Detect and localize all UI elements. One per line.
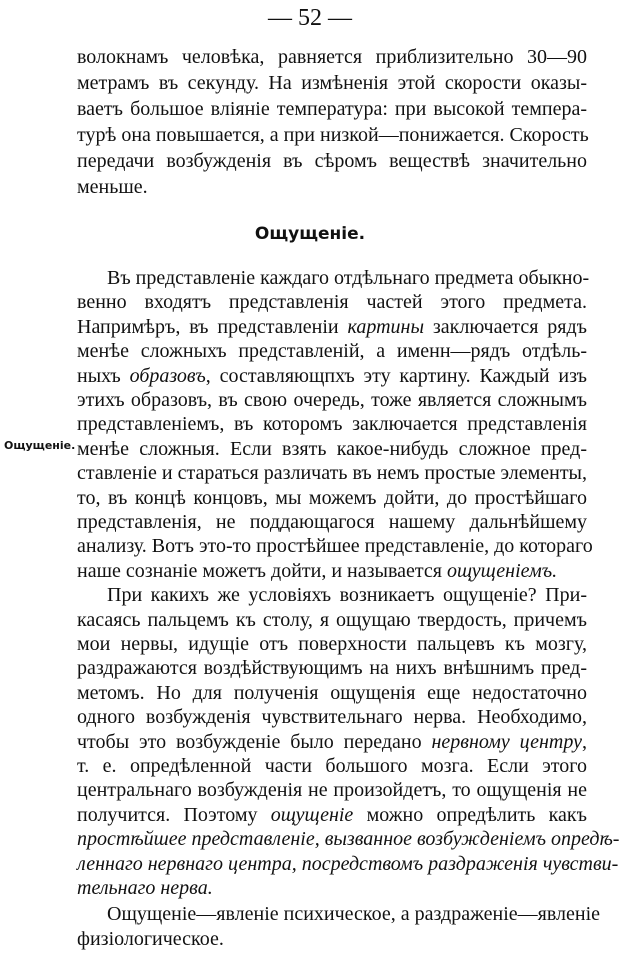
text-line: наше сознаніе можетъ дойти, и называется ощущеніемъ. xyxy=(77,559,558,582)
text-line: метомъ. Но для полученія ощущенія еще недостаточно xyxy=(77,681,587,704)
emphasis: образовъ xyxy=(129,364,206,387)
text-line: получится. Поэтому ощущеніе можно опредѣлить какъ xyxy=(77,803,587,826)
text-line: мои нервы, идущіе отъ поверхности пальцевъ къ мозгу, xyxy=(77,633,587,655)
text-line: меньше. xyxy=(77,176,148,198)
text-line: представленіемъ, въ которомъ заключается представленія xyxy=(77,413,587,436)
text-line: ставленіе и стараться различать въ немъ простые элементы, xyxy=(77,462,587,485)
text-line: тельнаго нерва. xyxy=(77,877,213,899)
text-line: При какихъ же условіяхъ возникаетъ ощущеніе? При- xyxy=(107,584,587,607)
text-line: менѣе сложныхъ представленій, а именн—рядъ отдѣль- xyxy=(77,340,587,363)
text-line: менѣе сложныя. Если взять какое-нибудь сложное пред- xyxy=(77,437,587,460)
text-line: передачи возбужденія въ сѣромъ веществѣ значительно xyxy=(77,150,587,172)
text-line: ныхъ образовъ, составляющпхъ эту картину. Каждый изъ xyxy=(77,364,587,387)
text-line: раздражаются воздѣйствующимъ на нихъ внѣшнимъ пред- xyxy=(77,657,587,680)
text-line: турѣ она повышается, а при низкой—понижается. Скорость xyxy=(77,124,589,146)
text-line: простѣйшее представленіе, вызванное возбужденіемъ опредѣ- xyxy=(77,828,620,851)
text-line: представленія, не поддающагося нашему дальнѣйшему xyxy=(77,511,587,533)
text-line: центральнаго возбужденія не произойдетъ, то ощущенія не xyxy=(77,779,587,802)
text-line: леннаго нервнаго центра, посредствомъ раздраженія чувстви- xyxy=(77,852,619,875)
page-number: — 52 — xyxy=(268,5,352,31)
text-line: метрамъ въ секунду. На измѣненія этой скорости оказы- xyxy=(77,72,587,94)
text-line: венно входятъ представленія частей этого предмета. xyxy=(77,291,587,314)
text-line: этихъ образовъ, въ свою очередь, тоже является сложнымъ xyxy=(77,389,587,411)
emphasis: ощущеніемъ. xyxy=(446,559,558,582)
text-line: Ощущеніе—явленіе психическое, а раздраженіе—явленіе xyxy=(107,903,601,926)
margin-note: Ощущеніе. xyxy=(4,439,76,452)
text-line: ваетъ большое вліяніе температура: при высокой темпера- xyxy=(77,98,587,120)
emphasis: нервному центру xyxy=(431,730,582,753)
text-line: то, въ концѣ концовъ, мы можемъ дойти, до простѣйшаго xyxy=(77,486,587,509)
emphasis: картины xyxy=(347,315,424,338)
text-line: касаясь пальцемъ къ столу, я ощущаю твердость, причемъ xyxy=(77,608,587,631)
text-line: чтобы это возбужденіе было передано нервному центру, xyxy=(77,730,587,753)
text-line: Напримѣръ, въ представленіи картины заключается рядъ xyxy=(77,315,588,338)
text-line: т. е. опредѣленной части большого мозга. Если этого xyxy=(77,755,587,777)
text-line: Въ представленіе каждаго отдѣльнаго предмета обыкно- xyxy=(107,267,590,289)
text-line: волокнамъ человѣка, равняется приблизительно 30—90 xyxy=(77,46,587,68)
emphasis: ощущеніе xyxy=(270,803,354,826)
text-line: одного возбужденія чувствительнаго нерва. Необходимо, xyxy=(77,706,587,729)
section-title: Ощущеніе. xyxy=(254,224,366,244)
text-line: физіологическое. xyxy=(77,927,224,950)
text-line: анализу. Вотъ это-то простѣйшее представленіе, до котораго xyxy=(77,535,593,558)
